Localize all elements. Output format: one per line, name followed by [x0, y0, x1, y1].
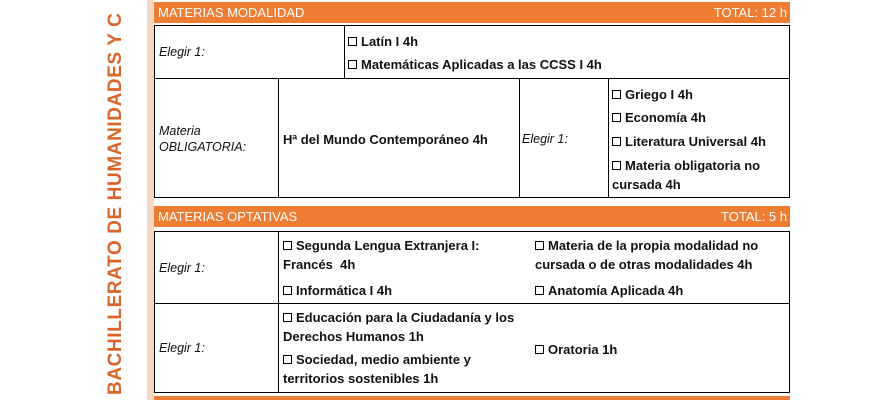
option-latin[interactable]: Latín I 4h: [348, 32, 418, 51]
checkbox[interactable]: [283, 313, 292, 322]
optativas-row2-label: Elegir 1:: [159, 341, 205, 355]
modalidad-row2-options-cell: [608, 78, 790, 198]
checkbox[interactable]: [283, 355, 292, 364]
checkbox[interactable]: [283, 241, 292, 250]
modalidad-row2-elegir-cell: [519, 78, 609, 198]
optativas-row2-label-cell: [154, 303, 279, 393]
checkbox[interactable]: [535, 345, 544, 354]
modalidad-row1-options-cell: [344, 25, 790, 79]
mundo-contemporaneo-cell: [278, 78, 520, 198]
checkbox[interactable]: [612, 137, 621, 146]
optativas-row1-label-cell: [154, 231, 279, 304]
checkbox[interactable]: [283, 286, 292, 295]
modalidad-row1-label: Elegir 1:: [159, 45, 205, 59]
option-segunda-lengua-frances[interactable]: Segunda Lengua Extranjera I: Francés 4h: [283, 238, 480, 272]
option-literatura-universal[interactable]: Literatura Universal 4h: [612, 132, 766, 151]
modalidad-header-title: MATERIAS MODALIDAD: [158, 5, 305, 20]
option-materia-propia-modalidad[interactable]: Materia de la propia modalidad no cursada o de otras modalidades 4h: [535, 238, 759, 272]
side-title-text: BACHILLERATO DE HUMANIDADES Y C: [105, 12, 126, 395]
option-matematicas-ccss[interactable]: Matemáticas Aplicadas a las CCSS I 4h: [348, 55, 602, 74]
optativas-row1-label: Elegir 1:: [159, 261, 205, 275]
checkbox[interactable]: [348, 60, 357, 69]
checkbox[interactable]: [535, 286, 544, 295]
modalidad-row1-label-cell: [154, 25, 345, 79]
modalidad-row2-elegir-label: Elegir 1:: [522, 132, 568, 146]
modalidad-row2-label-cell: [154, 78, 279, 198]
modalidad-header-total: TOTAL: 12 h: [713, 5, 787, 20]
option-sociedad-medio-ambiente[interactable]: Sociedad, medio ambiente y territorios sostenibles 1h: [283, 352, 471, 386]
checkbox[interactable]: [348, 37, 357, 46]
checkbox[interactable]: [535, 241, 544, 250]
optativas-header-title: MATERIAS OPTATIVAS: [158, 209, 298, 224]
checkbox[interactable]: [612, 113, 621, 122]
option-educacion-ciudadania[interactable]: Educación para la Ciudadanía y los Derechos Humanos 1h: [283, 310, 515, 344]
materia-obligatoria-label: Materia OBLIGATORIA:: [159, 124, 247, 154]
option-oratoria[interactable]: Oratoria 1h: [535, 340, 617, 359]
optativas-header: [154, 206, 790, 227]
option-griego[interactable]: Griego I 4h: [612, 85, 693, 104]
modalidad-header: [154, 2, 790, 23]
checkbox[interactable]: [612, 90, 621, 99]
optativas-header-total: TOTAL: 5 h: [721, 209, 787, 224]
option-economia[interactable]: Economía 4h: [612, 108, 706, 127]
side-strip: [147, 0, 154, 400]
option-anatomia-aplicada[interactable]: Anatomía Aplicada 4h: [535, 281, 683, 300]
side-title: [103, 0, 129, 400]
checkbox[interactable]: [612, 161, 621, 170]
optativas-row1-options-cell: [278, 231, 790, 304]
option-materia-obligatoria-no-cursada[interactable]: Materia obligatoria no cursada 4h: [612, 158, 761, 192]
subject-mundo-contemporaneo: Hª del Mundo Contemporáneo 4h: [283, 132, 488, 147]
option-informatica[interactable]: Informática I 4h: [283, 281, 392, 300]
next-section-header-edge: [154, 396, 790, 400]
optativas-row2-options-cell: [278, 303, 790, 393]
